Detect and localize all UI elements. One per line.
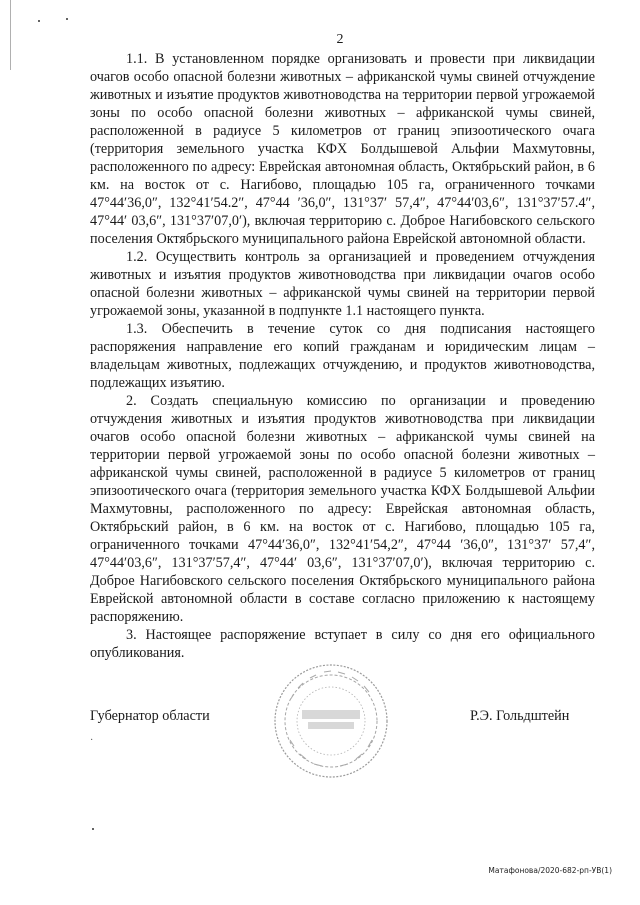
- paragraph-1-1: 1.1. В установленном порядке организовать и провести при ликвидации очагов особо опасной болезни животных – африканской чумы свиней отчуждение животных и изъятие продуктов животноводства на территории первой угрожаемой зоны по особо опасной болезни животных – африканской чумы свиней, расположенной в радиусе 5 километров от границ эпизоотического очага (территория земельного участка КФХ Болдышевой Альфии Махмутовны, расположенного по адресу: Еврейская автономная область, Октябрьский район, в 6 км. на восток от с. Нагибово, площадью 105 га, ограниченного точками 47°44′36,0″, 132°41′54.2″, 47°44 ′36,0″, 131°37′ 57,4″, 47°44′03,6″, 131°37′57.4″, 47°44′ 03,6″, 131°37′07,0′), включая территорию с. Доброе Нагибовского сельского поселения Октябрьского муниципального района Еврейской автономной области.: [90, 51, 595, 247]
- handwritten-mark: ·: [90, 735, 94, 746]
- signature-name: Р.Э. Гольдштейн: [470, 708, 570, 724]
- page-number: 2: [336, 32, 344, 47]
- scan-speck: [92, 828, 94, 830]
- paragraph-1-2: 1.2. Осуществить контроль за организацией и проведением отчуждения животных и изъятия продуктов животноводства при ликвидации очагов особо опасной болезни животных – африканской чумы свиней на территории первой угрожаемой зоны, указанной в подпункте 1.1 настоящего пункта.: [90, 249, 595, 319]
- paragraph-2: 2. Создать специальную комиссию по организации и проведению отчуждения животных и изъятия продуктов животноводства при ликвидации очагов особо опасной болезни животных – африканской чумы свиней на территории первой угрожаемой зоны по особо опасной болезни животных – африканской чумы свиней, расположенной в радиусе 5 километров от границ эпизоотического очага (территория земельного участка КФХ Болдышевой Альфии Махмутовны, расположенного по адресу: Еврейская автономная область, Октябрьский район, в 6 км. на восток от с. Нагибово, площадью 105 га, ограниченного точками 47°44′36,0″, 132°41′54,2″, 47°44 ′36,0″, 131°37′ 57,4″, 47°44′03,6″, 131°37′57,4″, 47°44′ 03,6″, 131°37′07,0′), включая территорию с. Доброе Нагибовского сельского поселения Октябрьского муниципального района Еврейской автономной области в составе согласно приложению к настоящему распоряжению.: [90, 393, 595, 625]
- scan-speck: [66, 18, 68, 20]
- scan-speck: [38, 20, 40, 22]
- official-seal-stamp: [270, 660, 392, 782]
- document-body: [90, 50, 595, 662]
- document-reference-footer: Матафонова/2020-682-рп-УВ(1): [488, 866, 612, 875]
- signature-title: Губернатор области: [90, 708, 210, 724]
- paragraph-3: 3. Настоящее распоряжение вступает в силу со дня его официального опубликования.: [90, 627, 595, 661]
- paragraph-1-3: 1.3. Обеспечить в течение суток со дня подписания настоящего распоряжения направление его копий гражданам и юридическим лицам – владельцам животных, подлежащих отчуждению, и продуктов животноводства, подлежащих изъятию.: [90, 321, 595, 391]
